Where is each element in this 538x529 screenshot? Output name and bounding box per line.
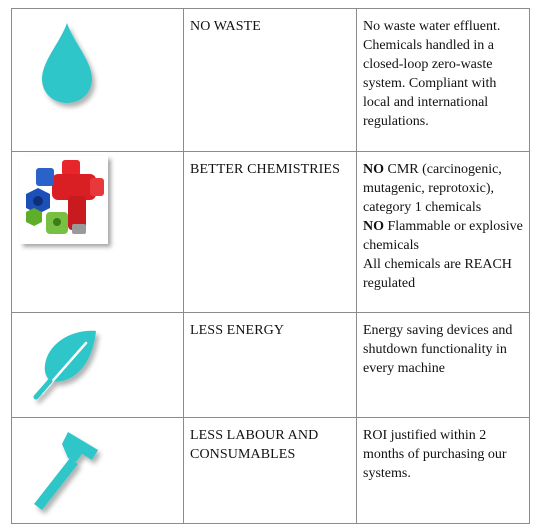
description-cell: [357, 9, 530, 152]
description-cell: [357, 313, 530, 418]
description-line: All chemicals are REACH regulated: [363, 257, 512, 291]
category-label: BETTER CHEMISTRIES: [190, 162, 340, 177]
category-cell: [184, 418, 357, 524]
description-line: NO CMR (carcinogenic, mutagenic, reprotoxic), category 1 chemicals: [363, 162, 502, 215]
category-cell: [184, 9, 357, 152]
description-text: ROI justified within 2 months of purchasing our systems.: [363, 428, 507, 481]
table-row: [12, 418, 530, 524]
icon-cell: [12, 152, 184, 313]
table-row: [12, 313, 530, 418]
description-cell: [357, 418, 530, 524]
water-drop-icon: [12, 9, 183, 151]
description-text: Energy saving devices and shutdown functionality in every machine: [363, 323, 513, 376]
category-label: LESS LABOUR AND CONSUMABLES: [190, 428, 319, 462]
table-row: [12, 9, 530, 152]
category-cell: [184, 313, 357, 418]
leaf-icon: [12, 313, 183, 417]
category-label: NO WASTE: [190, 19, 261, 34]
description-text: No waste water effluent. Chemicals handled in a closed-loop zero-waste system. Compliant with local and international regulations.: [363, 19, 501, 129]
icon-cell: [12, 313, 184, 418]
table-row: [12, 152, 530, 313]
pipe-fittings-image: [12, 152, 183, 312]
description-cell: [357, 152, 530, 313]
features-table: [11, 8, 530, 524]
description-text: [357, 152, 529, 293]
icon-cell: [12, 9, 184, 152]
hammer-icon: [12, 418, 183, 523]
description-line: NO Flammable or explosive chemicals: [363, 219, 523, 253]
icon-cell: [12, 418, 184, 524]
category-label: LESS ENERGY: [190, 323, 285, 338]
category-cell: [184, 152, 357, 313]
